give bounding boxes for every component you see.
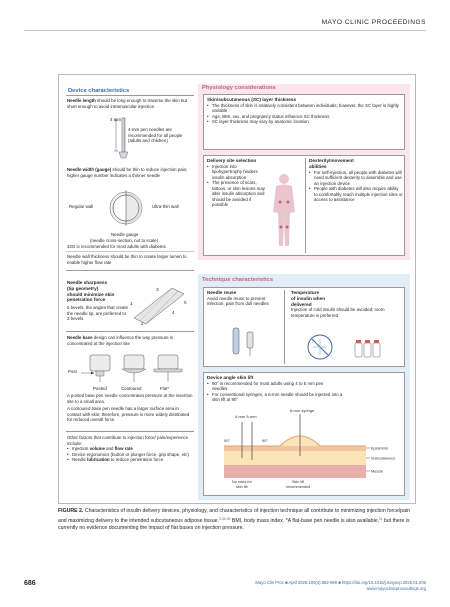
- technique-title: Technique characteristics: [202, 277, 274, 283]
- contoured-text: A contoured base pen needle has a larger surface area in contact with skin; therefore, pressure is more widely distributed for reduced overall force.: [67, 406, 190, 422]
- list-item: • The presence of scars, tattoos, or skin lesions may alter insulin absorption and should be avoided if possible: [207, 180, 265, 208]
- needle-base-term: Needle base: [67, 335, 93, 340]
- needle-base-desc: design can influence the way pressure is concentrated at the injection site: [67, 335, 173, 346]
- bevel-number: 5: [184, 300, 187, 305]
- epidermis-label: Epidermis: [371, 446, 388, 451]
- dexterity-heading: Dexterity/movement: [309, 158, 354, 163]
- other-factors: [67, 435, 193, 463]
- journal-title: MAYO CLINIC PROCEEDINGS: [321, 19, 426, 26]
- temperature-section: [291, 290, 401, 318]
- dexterity-list: [309, 170, 403, 203]
- gauge-rec: 32G is recommended for most adults with diabetes: [67, 244, 166, 249]
- subcutaneous-label: Subcutaneous: [371, 456, 396, 461]
- divider: [305, 158, 306, 253]
- divider: [66, 431, 194, 432]
- temp-heading: Temperature: [291, 290, 320, 295]
- dexterity-heading: abilities: [309, 163, 327, 169]
- gauge-label: Needle gauge: [111, 232, 139, 237]
- divider: [66, 270, 194, 271]
- wall-note: Needle wall thickness should be thin to create larger lumen to enable higher flow rate: [67, 254, 187, 265]
- reuse-text: Avoid needle reuse to prevent infection, pain from dull needles: [207, 295, 269, 307]
- bevel-number: 3: [156, 287, 159, 292]
- posted-label: Posted: [93, 386, 107, 391]
- temp-heading: delivered: [291, 301, 312, 307]
- syringe-label: 6-mm syringe: [290, 408, 315, 413]
- caption-text: BMI, body mass index. *A flat-base pen needle is also available,: [230, 517, 379, 524]
- divider: [66, 95, 194, 96]
- device-title: Device characteristics: [68, 88, 130, 94]
- list-item: [67, 457, 193, 463]
- site-heading: Delivery site selection: [207, 158, 257, 163]
- contoured-label: Contoured: [121, 386, 142, 391]
- needle-width-text: [67, 167, 193, 178]
- list-item: • For self-injection, all people with diabetes will need sufficient dexterity to assemble and use an injection device: [309, 170, 403, 187]
- caption-refs[interactable]: 11: [378, 516, 383, 521]
- needle-dim-label: 4 mm: [110, 117, 121, 122]
- caption-text: but there is currently no evidence documenting the impact of flat bases on injection pressure.: [58, 517, 410, 532]
- gauge-sub: (needle cross-section, not to scale): [90, 238, 159, 243]
- needle-lengths-label: 4-mm 5-mm: [235, 414, 257, 419]
- caption-text: Characteristics of insulin delivery devices, physiology, and characteristics of injection technique all contribute to minimizing injection force/pain and maximizing delivery to the intended subcutaneous adipose tissue.: [58, 508, 410, 524]
- needle-length-desc: should be long enough to traverse the skin but short enough to avoid intramuscular injection: [67, 98, 188, 109]
- item-text: Device ergonomics (button or plunger force, grip shape, etc): [72, 451, 189, 457]
- figure-caption: [58, 508, 418, 533]
- divider: [66, 331, 194, 332]
- list-item: • Injection into lipohypertrophy hinders insulin absorption: [207, 164, 265, 181]
- no-cold-icon: [305, 332, 335, 362]
- caption-label: FIGURE 2.: [58, 508, 84, 514]
- no-lift-label: No need for: [232, 480, 252, 484]
- angle-right-label: 90°: [262, 438, 269, 443]
- post-label: Post: [68, 369, 77, 374]
- needle-length-note: 4-mm pen needles are recommended for all people (adults and children): [128, 127, 183, 143]
- needle-width-desc: should be thin to reduce injection pain; higher gauge number indicates a thinner needle: [67, 167, 188, 178]
- body-silhouette-icon: [267, 172, 301, 250]
- sharpness-heading: [67, 280, 114, 303]
- muscle-label: Muscle: [371, 469, 384, 474]
- needle-length-text: [67, 98, 191, 109]
- needle-width-term: Needle width (gauge): [67, 167, 112, 172]
- physiology-title: Physiology considerations: [202, 85, 276, 91]
- page-number: 686: [24, 580, 36, 587]
- item-text: Injection: [72, 446, 90, 451]
- list-item: • The thickness of skin is relatively consistent between individuals; however, the SC layer is highly variable: [207, 103, 403, 114]
- bevel-number: 1: [130, 301, 133, 306]
- item-text: and: [104, 446, 115, 451]
- footer-citation: [255, 580, 426, 592]
- list-item: • People with diabetes will also require ability to comfortably reach multiple injection sites or access to assistance: [309, 186, 403, 203]
- reuse-section: [207, 290, 281, 307]
- journal-url[interactable]: www.mayoclinicproceedings.org: [366, 586, 426, 591]
- bevel-number: 4: [172, 310, 175, 315]
- skin-layers-diagram: [220, 408, 400, 488]
- header-rule: [24, 30, 426, 31]
- posted-text: A posted base pen needle concentrates pressure at the insertion site to a small area.: [67, 393, 193, 404]
- needle-base-diagram: [68, 351, 194, 383]
- needle-gauge-diagram: [96, 186, 156, 230]
- item-bold: volume: [89, 446, 105, 451]
- list-item: • For conventional syringes, a 6-mm needle should be injected into a skin lift at 90°: [207, 392, 349, 403]
- list-item: • SC layer thickness may vary by anatomic location: [207, 119, 403, 125]
- pen-needle-icon: [227, 324, 267, 360]
- regular-wall-label: Regular wall: [69, 204, 94, 209]
- item-text: to reduce penetration force: [109, 457, 164, 462]
- angle-heading: Device angle skin lift: [207, 375, 254, 380]
- no-lift-label: skin lift: [236, 485, 248, 488]
- dexterity-section: [309, 158, 403, 203]
- sharpness-line: Needle sharpness: [67, 280, 108, 285]
- insulin-vials-icon: [352, 337, 388, 359]
- divider: [66, 251, 194, 252]
- bevel-text: 5 bevels, the angles that create the needle tip, are preferred to 3 bevels: [67, 305, 129, 321]
- other-intro: Other factors that contribute to injection force/ pain/experience include:: [67, 435, 189, 446]
- needle-base-text: [67, 335, 193, 346]
- temp-heading: of insulin when: [291, 295, 326, 301]
- sc-heading: Skin/subcutaneous (SC) layer thickness: [207, 97, 297, 102]
- citation-line[interactable]: Mayo Clin Proc ■ April 2025;100(4):682-699 ■ https://doi.org/10.1016/j.mayocp.2025.01.006: [255, 580, 426, 585]
- lift-label: recommended: [286, 485, 311, 488]
- sharpness-line: penetration force: [67, 297, 106, 303]
- bevel-number: 2: [141, 321, 144, 326]
- reuse-heading: Needle reuse: [207, 290, 237, 295]
- caption-refs[interactable]: 3,34-39: [218, 516, 231, 521]
- list-item: • 90° is recommended for most adults using 4 to 5 mm pen needles: [207, 381, 327, 392]
- angle-section: [207, 375, 401, 403]
- sharpness-line: (tip geometry): [67, 285, 99, 291]
- sc-section: [207, 97, 403, 125]
- list-item: • Age, BMI, sex, and pregnancy status influence SC thickness: [207, 114, 403, 120]
- angle-left-label: 90°: [224, 438, 231, 443]
- flat-label: Flat*: [160, 386, 170, 391]
- sharpness-line: should minimize skin: [67, 291, 115, 297]
- item-bold: flow rate: [114, 446, 133, 451]
- divider: [284, 290, 285, 364]
- needle-length-term: Needle length: [67, 98, 96, 103]
- item-bold: lubrication: [87, 457, 110, 462]
- item-text: Needle: [72, 457, 88, 462]
- lift-label: Skin lift: [292, 480, 305, 484]
- sc-list: [207, 103, 403, 125]
- angle-list: [207, 381, 401, 403]
- temp-text: Injection of cold insulin should be avoided; room temperature is preferred: [291, 307, 385, 318]
- ultrathin-wall-label: Ultra-thin wall: [152, 204, 179, 209]
- other-list: [67, 446, 193, 463]
- bevel-diagram: [128, 284, 190, 326]
